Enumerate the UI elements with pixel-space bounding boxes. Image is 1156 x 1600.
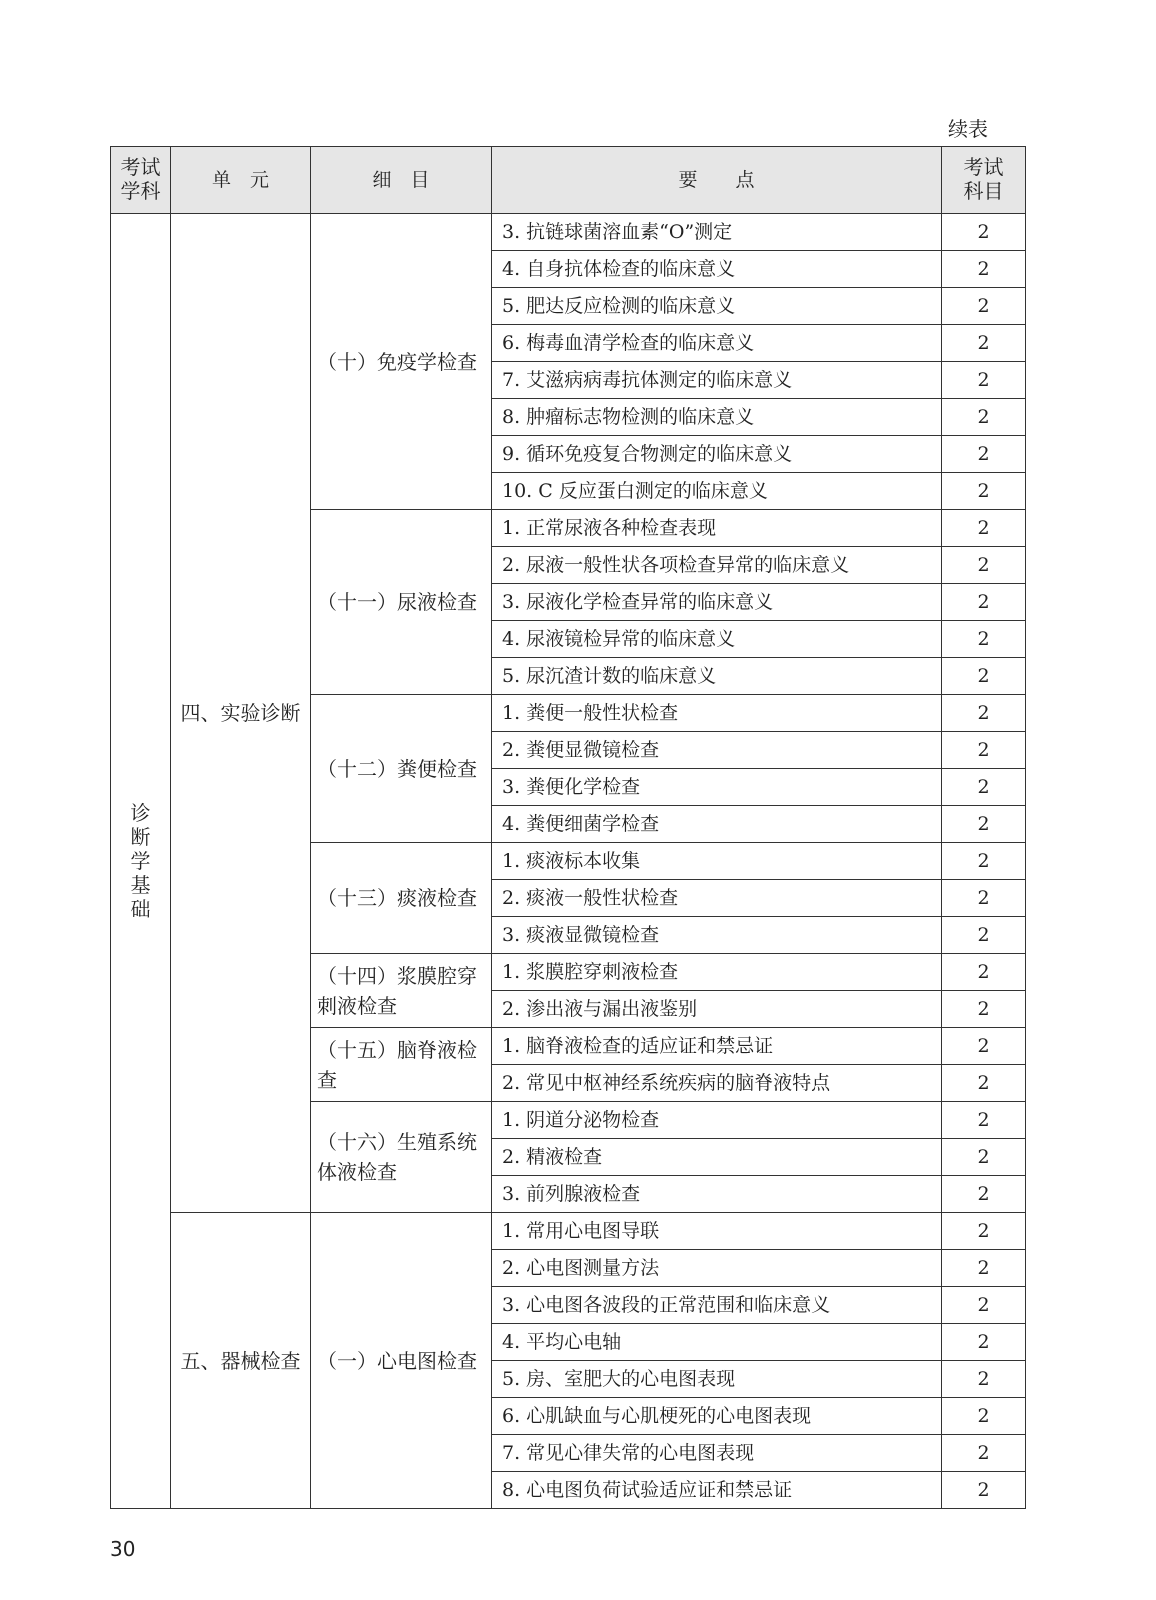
level-cell: 2 bbox=[942, 251, 1026, 288]
point-cell: 4. 平均心电轴 bbox=[492, 1324, 942, 1361]
level-cell: 2 bbox=[942, 621, 1026, 658]
point-cell: 1. 阴道分泌物检查 bbox=[492, 1102, 942, 1139]
level-cell: 2 bbox=[942, 473, 1026, 510]
item-cell: （一）心电图检查 bbox=[311, 1213, 492, 1509]
level-cell: 2 bbox=[942, 584, 1026, 621]
point-cell: 1. 正常尿液各种检查表现 bbox=[492, 510, 942, 547]
point-cell: 3. 前列腺液检查 bbox=[492, 1176, 942, 1213]
point-cell: 6. 心肌缺血与心肌梗死的心电图表现 bbox=[492, 1398, 942, 1435]
page-number: 30 bbox=[110, 1537, 136, 1561]
header-level: 考试科目 bbox=[942, 147, 1026, 214]
point-cell: 3. 粪便化学检查 bbox=[492, 769, 942, 806]
item-cell: （十二）粪便检查 bbox=[311, 695, 492, 843]
point-cell: 5. 房、室肥大的心电图表现 bbox=[492, 1361, 942, 1398]
point-cell: 4. 自身抗体检查的临床意义 bbox=[492, 251, 942, 288]
item-cell: （十五）脑脊液检查 bbox=[311, 1028, 492, 1102]
unit-cell: 五、器械检查 bbox=[171, 1213, 311, 1509]
item-cell: （十四）浆膜腔穿刺液检查 bbox=[311, 954, 492, 1028]
point-cell: 2. 心电图测量方法 bbox=[492, 1250, 942, 1287]
header-subject: 考试学科 bbox=[111, 147, 171, 214]
level-cell: 2 bbox=[942, 1324, 1026, 1361]
point-cell: 4. 粪便细菌学检查 bbox=[492, 806, 942, 843]
point-cell: 3. 尿液化学检查异常的临床意义 bbox=[492, 584, 942, 621]
item-cell: （十）免疫学检查 bbox=[311, 214, 492, 510]
point-cell: 3. 心电图各波段的正常范围和临床意义 bbox=[492, 1287, 942, 1324]
point-cell: 8. 心电图负荷试验适应证和禁忌证 bbox=[492, 1472, 942, 1509]
level-cell: 2 bbox=[942, 806, 1026, 843]
header-item: 细 目 bbox=[311, 147, 492, 214]
point-cell: 5. 尿沉渣计数的临床意义 bbox=[492, 658, 942, 695]
level-cell: 2 bbox=[942, 843, 1026, 880]
level-cell: 2 bbox=[942, 1028, 1026, 1065]
level-cell: 2 bbox=[942, 954, 1026, 991]
point-cell: 6. 梅毒血清学检查的临床意义 bbox=[492, 325, 942, 362]
level-cell: 2 bbox=[942, 1176, 1026, 1213]
point-cell: 2. 常见中枢神经系统疾病的脑脊液特点 bbox=[492, 1065, 942, 1102]
level-cell: 2 bbox=[942, 1287, 1026, 1324]
level-cell: 2 bbox=[942, 362, 1026, 399]
table-body bbox=[111, 214, 1026, 1509]
table-header-row bbox=[111, 147, 1026, 214]
point-cell: 1. 痰液标本收集 bbox=[492, 843, 942, 880]
continued-label: 续表 bbox=[948, 117, 988, 141]
level-cell: 2 bbox=[942, 547, 1026, 584]
point-cell: 3. 痰液显微镜检查 bbox=[492, 917, 942, 954]
level-cell: 2 bbox=[942, 1139, 1026, 1176]
level-cell: 2 bbox=[942, 288, 1026, 325]
level-cell: 2 bbox=[942, 436, 1026, 473]
point-cell: 2. 渗出液与漏出液鉴别 bbox=[492, 991, 942, 1028]
level-cell: 2 bbox=[942, 658, 1026, 695]
point-cell: 5. 肥达反应检测的临床意义 bbox=[492, 288, 942, 325]
level-cell: 2 bbox=[942, 1250, 1026, 1287]
level-cell: 2 bbox=[942, 1213, 1026, 1250]
level-cell: 2 bbox=[942, 1102, 1026, 1139]
level-cell: 2 bbox=[942, 880, 1026, 917]
level-cell: 2 bbox=[942, 399, 1026, 436]
level-cell: 2 bbox=[942, 732, 1026, 769]
item-cell: （十六）生殖系统体液检查 bbox=[311, 1102, 492, 1213]
point-cell: 2. 精液检查 bbox=[492, 1139, 942, 1176]
point-cell: 7. 艾滋病病毒抗体测定的临床意义 bbox=[492, 362, 942, 399]
level-cell: 2 bbox=[942, 769, 1026, 806]
level-cell: 2 bbox=[942, 1361, 1026, 1398]
syllabus-table bbox=[110, 146, 1026, 1509]
level-cell: 2 bbox=[942, 1065, 1026, 1102]
point-cell: 7. 常见心律失常的心电图表现 bbox=[492, 1435, 942, 1472]
point-cell: 2. 粪便显微镜检查 bbox=[492, 732, 942, 769]
level-cell: 2 bbox=[942, 1472, 1026, 1509]
point-cell: 1. 常用心电图导联 bbox=[492, 1213, 942, 1250]
table-row bbox=[111, 1213, 1026, 1250]
subject-cell bbox=[111, 214, 171, 1509]
point-cell: 4. 尿液镜检异常的临床意义 bbox=[492, 621, 942, 658]
level-cell: 2 bbox=[942, 325, 1026, 362]
point-cell: 2. 痰液一般性状检查 bbox=[492, 880, 942, 917]
header-point: 要 点 bbox=[492, 147, 942, 214]
unit-cell: 四、实验诊断 bbox=[171, 214, 311, 1213]
item-cell: （十三）痰液检查 bbox=[311, 843, 492, 954]
point-cell: 2. 尿液一般性状各项检查异常的临床意义 bbox=[492, 547, 942, 584]
level-cell: 2 bbox=[942, 214, 1026, 251]
point-cell: 8. 肿瘤标志物检测的临床意义 bbox=[492, 399, 942, 436]
subject-label: 诊断学基础 bbox=[130, 800, 151, 921]
level-cell: 2 bbox=[942, 917, 1026, 954]
header-unit: 单 元 bbox=[171, 147, 311, 214]
table-row bbox=[111, 214, 1026, 251]
point-cell: 1. 浆膜腔穿刺液检查 bbox=[492, 954, 942, 991]
point-cell: 1. 脑脊液检查的适应证和禁忌证 bbox=[492, 1028, 942, 1065]
level-cell: 2 bbox=[942, 991, 1026, 1028]
level-cell: 2 bbox=[942, 510, 1026, 547]
item-cell: （十一）尿液检查 bbox=[311, 510, 492, 695]
point-cell: 3. 抗链球菌溶血素“O”测定 bbox=[492, 214, 942, 251]
point-cell: 10. C 反应蛋白测定的临床意义 bbox=[492, 473, 942, 510]
point-cell: 9. 循环免疫复合物测定的临床意义 bbox=[492, 436, 942, 473]
level-cell: 2 bbox=[942, 1435, 1026, 1472]
level-cell: 2 bbox=[942, 1398, 1026, 1435]
level-cell: 2 bbox=[942, 695, 1026, 732]
point-cell: 1. 粪便一般性状检查 bbox=[492, 695, 942, 732]
